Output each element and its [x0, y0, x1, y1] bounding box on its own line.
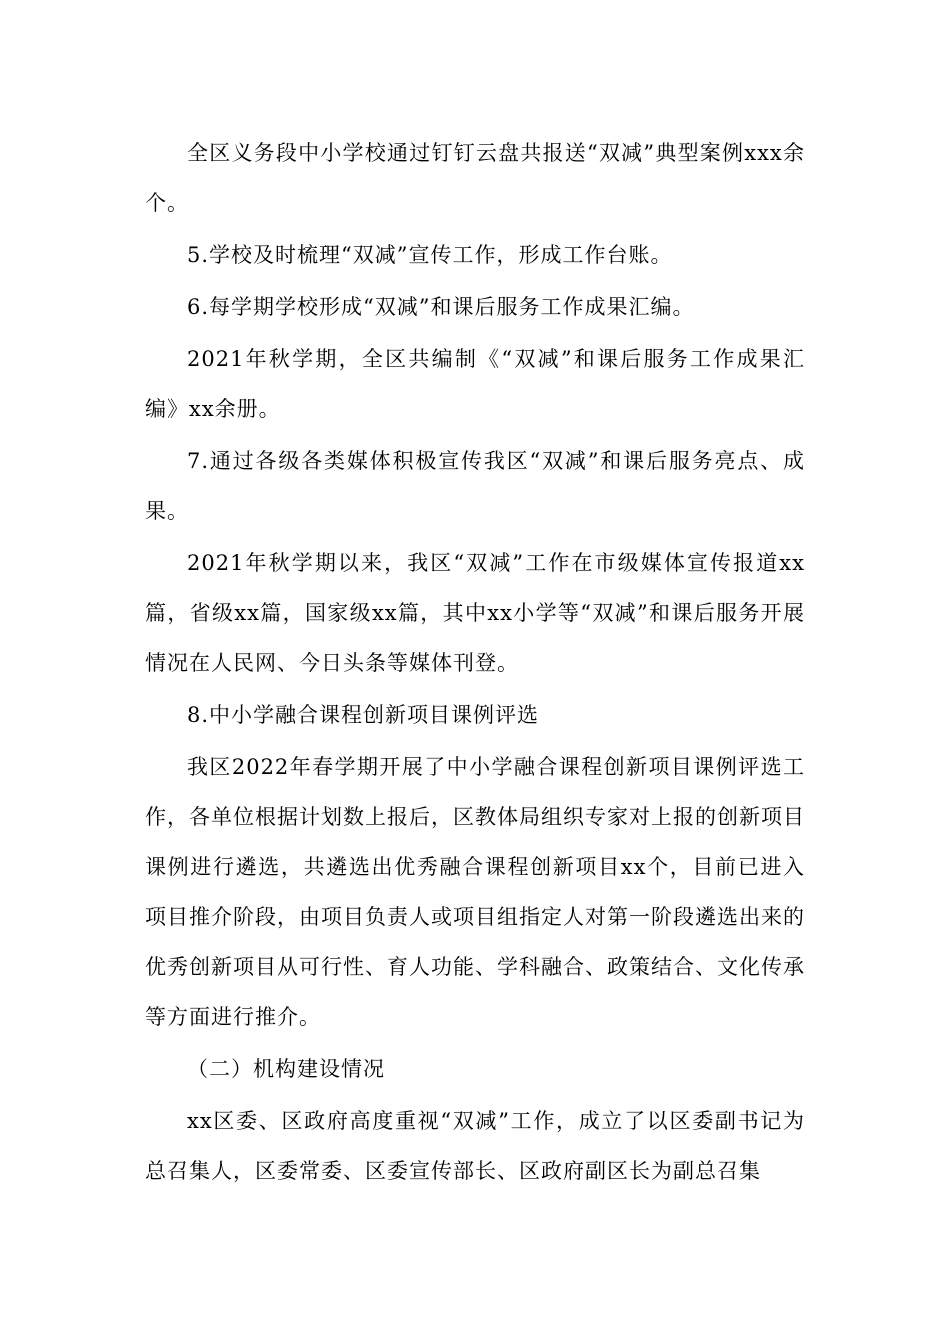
paragraph-media-coverage: 2021年秋学期以来，我区“双减”工作在市级媒体宣传报道xx篇，省级xx篇，国家级xx篇，其中xx小学等“双减”和课后服务开展情况在人民网、今日头条等媒体刊登。 — [145, 551, 805, 675]
paragraph-institution-building: xx区委、区政府高度重视“双减”工作，成立了以区委副书记为总召集人，区委常委、区委宣传部长、区政府副区长为副总召集 — [145, 1109, 805, 1183]
paragraph-item-8: 8.中小学融合课程创新项目课例评选 — [187, 703, 540, 727]
section-heading-institution: （二）机构建设情况 — [187, 1057, 385, 1081]
paragraph-compilation-summary: 2021年秋学期，全区共编制《“双减”和课后服务工作成果汇编》xx余册。 — [145, 347, 805, 421]
paragraph-item-7: 7.通过各级各类媒体积极宣传我区“双减”和课后服务亮点、成果。 — [145, 449, 805, 523]
paragraph-item-6: 6.每学期学校形成“双减”和课后服务工作成果汇编。 — [187, 295, 695, 319]
document-body — [145, 128, 805, 1198]
paragraph-course-selection: 我区2022年春学期开展了中小学融合课程创新项目课例评选工作，各单位根据计划数上报后，区教体局组织专家对上报的创新项目课例进行遴选，共遴选出优秀融合课程创新项目xx个，目前已进入项目推介阶段，由项目负责人或项目组指定人对第一阶段遴选出来的优秀创新项目从可行性、育人功能、学科融合、政策结合、文化传承等方面进行推介。 — [145, 755, 805, 1029]
paragraph-case-report-summary: 全区义务段中小学校通过钉钉云盘共报送“双减”典型案例xxx余个。 — [145, 141, 805, 215]
paragraph-item-5: 5.学校及时梳理“双减”宣传工作，形成工作台账。 — [187, 243, 673, 267]
